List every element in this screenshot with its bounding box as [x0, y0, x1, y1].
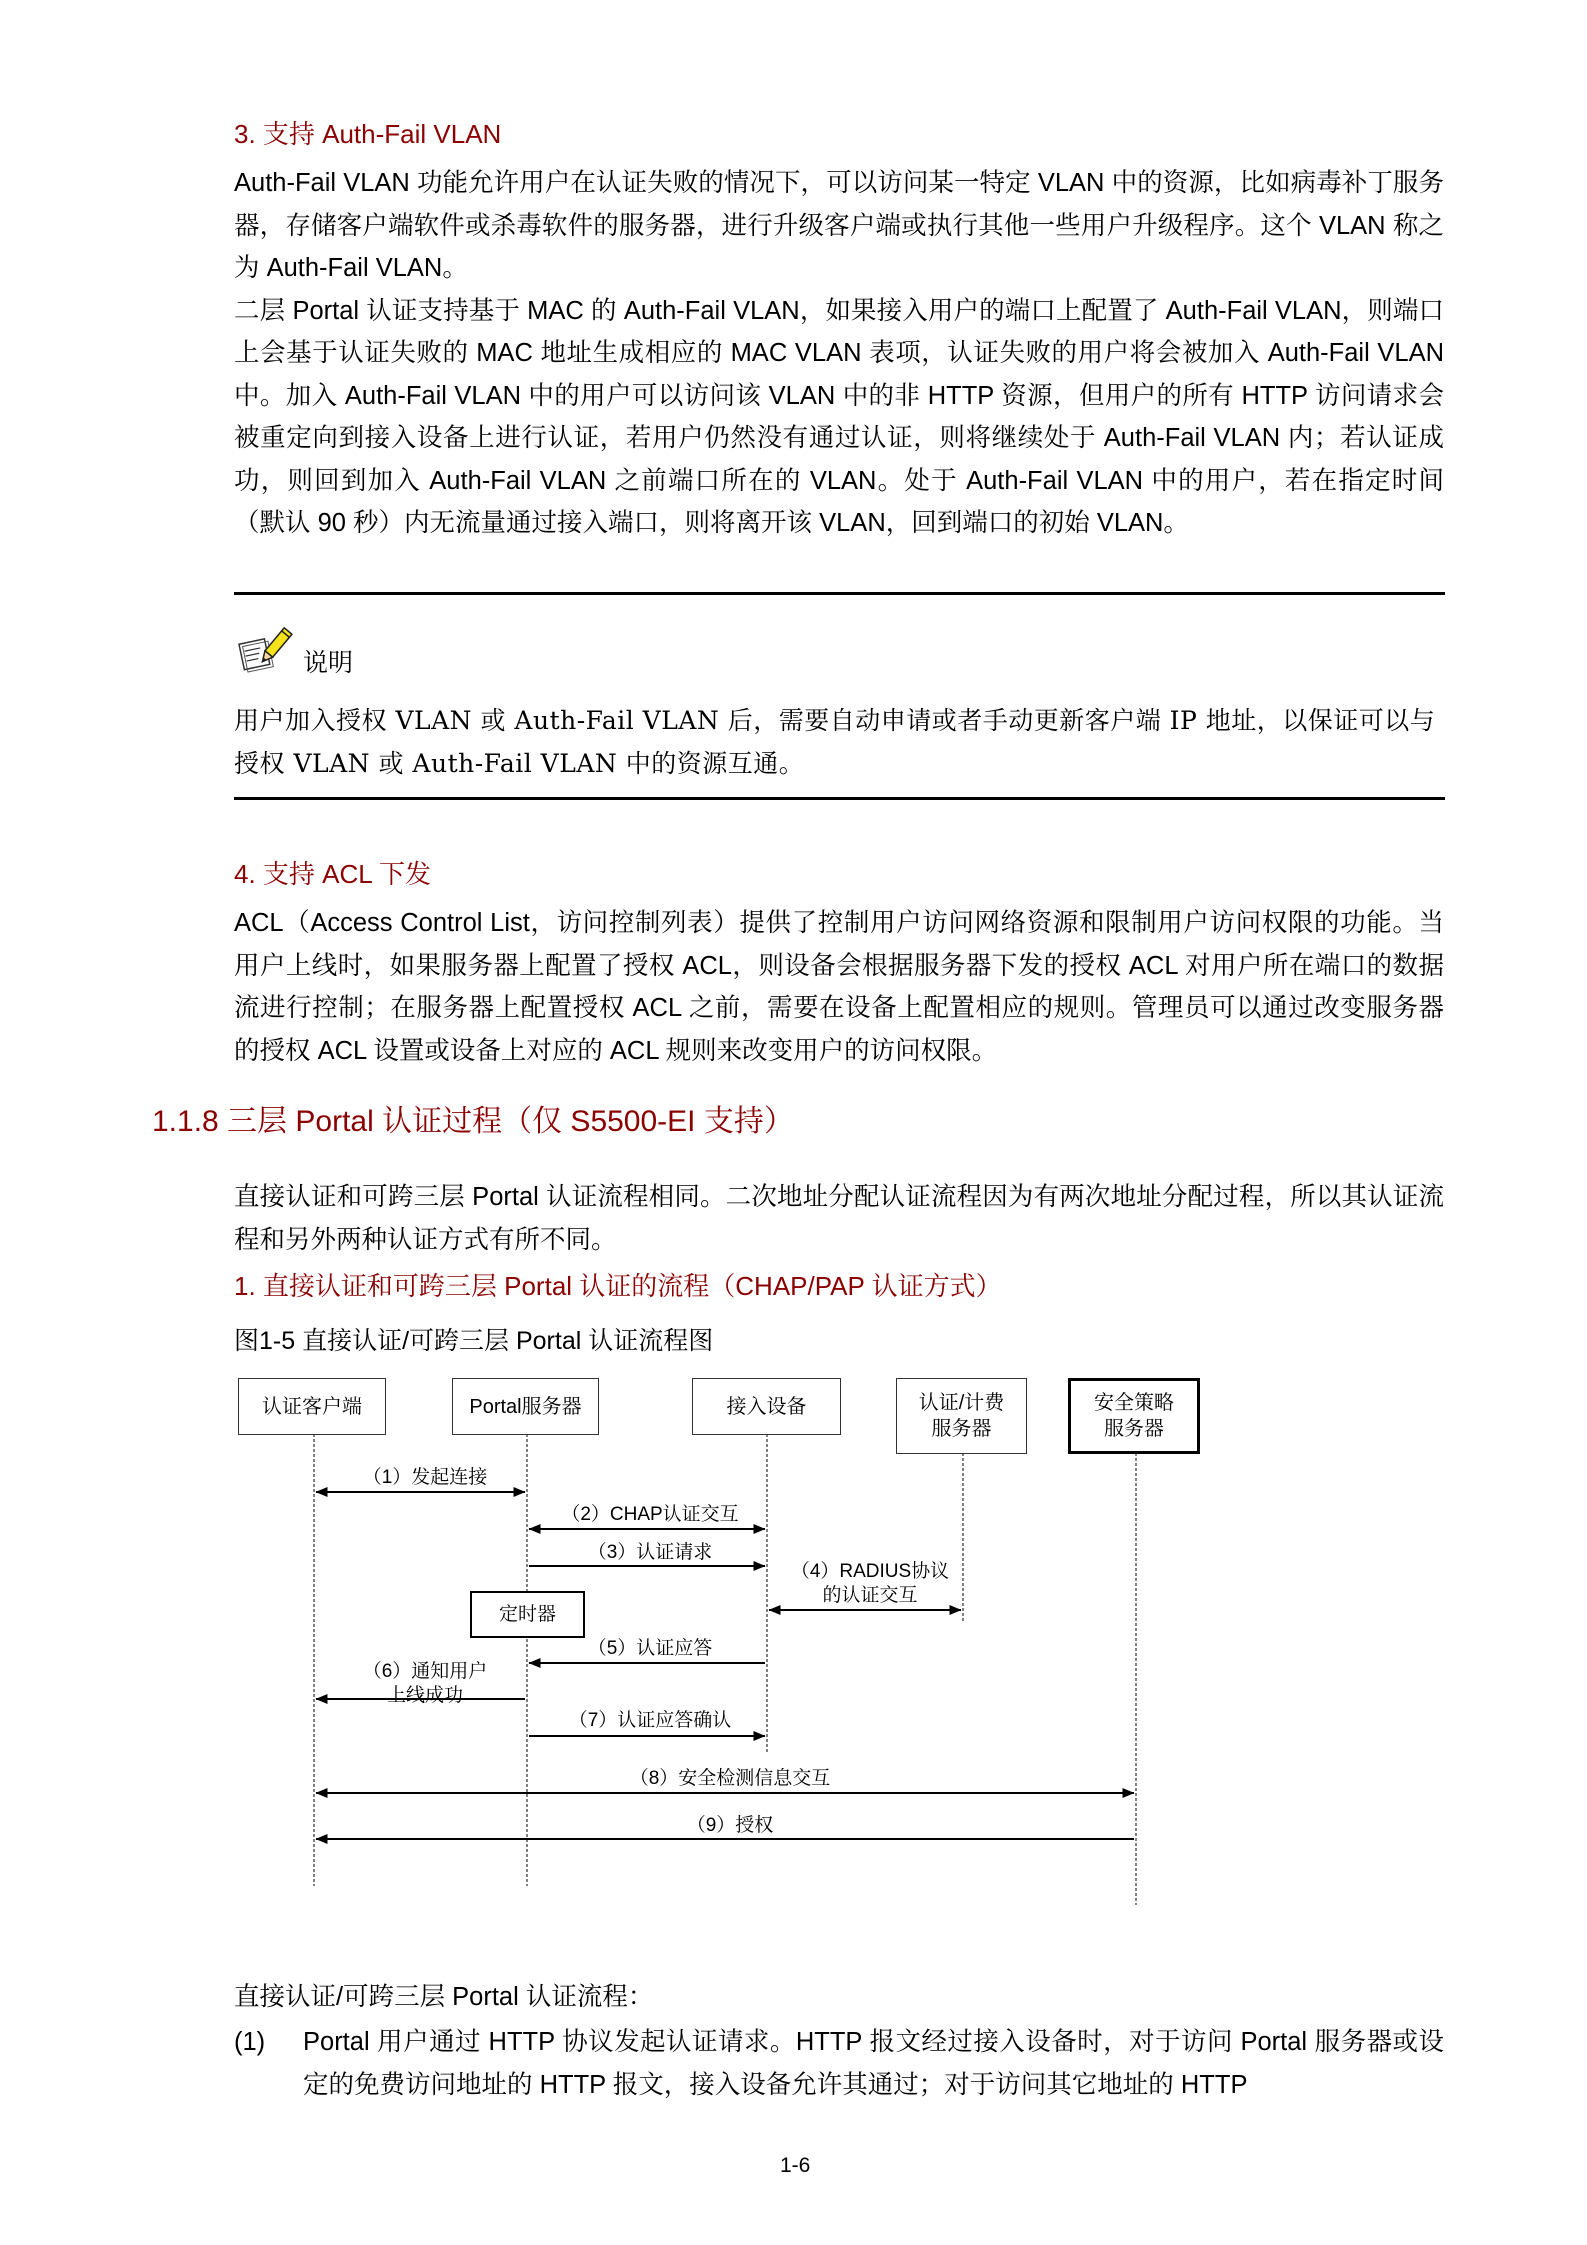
actor-label-line1: 安全策略	[1094, 1392, 1174, 1414]
section3-body	[234, 162, 1444, 545]
paragraph: 二层 Portal 认证支持基于 MAC 的 Auth-Fail VLAN，如果接入用户的端口上配置了 Auth-Fail VLAN，则端口上会基于认证失败的 MAC 地址生成相应的 MAC VLAN 表项，认证失败的用户将会被加入 Auth-Fail VLAN 中。加入 Auth-Fail VLAN 中的用户可以访问该 VLAN 中的非 HTTP 资源，但用户的所有 HTTP 访问请求会被重定向到接入设备上进行认证，若用户仍然没有通过认证，则将继续处于 Auth-Fail VLAN 内；若认证成功，则回到加入 Auth-Fail VLAN 之前端口所在的 VLAN。处于 Auth-Fail VLAN 中的用户，若在指定时间（默认 90 秒）内无流量通过接入端口，则将离开该 VLAN，回到端口的初始 VLAN。	[234, 296, 1444, 537]
section-heading-auth-fail-vlan: 3. 支持 Auth-Fail VLAN	[234, 119, 502, 149]
figure-title: 图1-5 直接认证/可跨三层 Portal 认证流程图	[234, 1327, 714, 1355]
message-label-7: （7）认证应答确认	[568, 1710, 732, 1731]
note-top-rule	[234, 592, 1445, 595]
note-text: 用户加入授权 VLAN 或 Auth-Fail VLAN 后，需要自动申请或者手动更新客户端 IP 地址，以保证可以与授权 VLAN 或 Auth-Fail VLAN 中的资源互通。	[234, 706, 1436, 778]
section4-body	[234, 902, 1444, 1072]
paragraph: ACL（Access Control List，访问控制列表）提供了控制用户访问网络资源和限制用户访问权限的功能。当用户上线时，如果服务器上配置了授权 ACL，则设备会根据服务器下发的授权 ACL 对用户所在端口的数据流进行控制；在服务器上配置授权 ACL 之前，需要在设备上配置相应的规则。管理员可以通过改变服务器的授权 ACL 设置或设备上对应的 ACL 规则来改变用户的访问权限。	[234, 909, 1444, 1065]
actor-label-line1: 认证/计费	[918, 1392, 1005, 1414]
actor-auth-client	[238, 1378, 386, 1435]
note-bottom-rule	[234, 797, 1445, 800]
actor-label: Portal服务器	[469, 1395, 582, 1418]
section118-intro: 直接认证和可跨三层 Portal 认证流程相同。二次地址分配认证流程因为有两次地址分配过程，所以其认证流程和另外两种认证方式有所不同。	[234, 1183, 1444, 1254]
message-label-1: （1）发起连接	[362, 1467, 488, 1488]
list-item-text: Portal 用户通过 HTTP 协议发起认证请求。HTTP 报文经过接入设备时，对于访问 Portal 服务器或设定的免费访问地址的 HTTP 报文，接入设备允许其通过；对于访问其它地址的 HTTP	[303, 2028, 1444, 2099]
actor-label-line2: 服务器	[1104, 1418, 1164, 1440]
actor-portal-server	[452, 1378, 599, 1435]
actor-access-device	[692, 1378, 841, 1435]
message-label-8: （8）安全检测信息交互	[629, 1768, 831, 1789]
message-label-4-line1: （4）RADIUS协议	[790, 1561, 950, 1582]
actor-label-line2: 服务器	[931, 1418, 992, 1440]
actor-label: 认证客户端	[262, 1395, 362, 1418]
message-label-9: （9）授权	[686, 1815, 774, 1836]
page-number: 1-6	[780, 2154, 811, 2177]
message-label-3: （3）认证请求	[587, 1542, 713, 1563]
process-intro: 直接认证/可跨三层 Portal 认证流程：	[234, 1983, 654, 2011]
section-heading-acl: 4. 支持 ACL 下发	[234, 859, 431, 889]
list-item-number: (1)	[234, 2028, 266, 2056]
message-label-2: （2）CHAP认证交互	[561, 1504, 739, 1525]
timer-label: 定时器	[498, 1603, 556, 1625]
actor-label: 接入设备	[726, 1395, 807, 1418]
message-label-5: （5）认证应答	[587, 1638, 713, 1659]
subsection-heading-chap-pap: 1. 直接认证和可跨三层 Portal 认证的流程（CHAP/PAP 认证方式）	[234, 1271, 1002, 1301]
note-title: 说明	[303, 649, 354, 677]
message-label-4-line2: 的认证交互	[822, 1585, 918, 1606]
actor-security-policy-server	[1068, 1378, 1200, 1454]
message-label-6-line1: （6）通知用户	[362, 1661, 488, 1682]
section-heading-1-1-8: 1.1.8 三层 Portal 认证过程（仅 S5500-EI 支持）	[152, 1105, 794, 1138]
note-pencil-icon	[236, 627, 296, 677]
actor-aaa-server	[896, 1378, 1027, 1454]
timer-box	[470, 1591, 585, 1638]
message-label-6-line2: 上线成功	[386, 1685, 463, 1706]
paragraph: Auth-Fail VLAN 功能允许用户在认证失败的情况下，可以访问某一特定 VLAN 中的资源，比如病毒补丁服务器，存储客户端软件或杀毒软件的服务器，进行升级客户端或执行其他一些用户升级程序。这个 VLAN 称之为 Auth-Fail VLAN。	[234, 169, 1444, 282]
